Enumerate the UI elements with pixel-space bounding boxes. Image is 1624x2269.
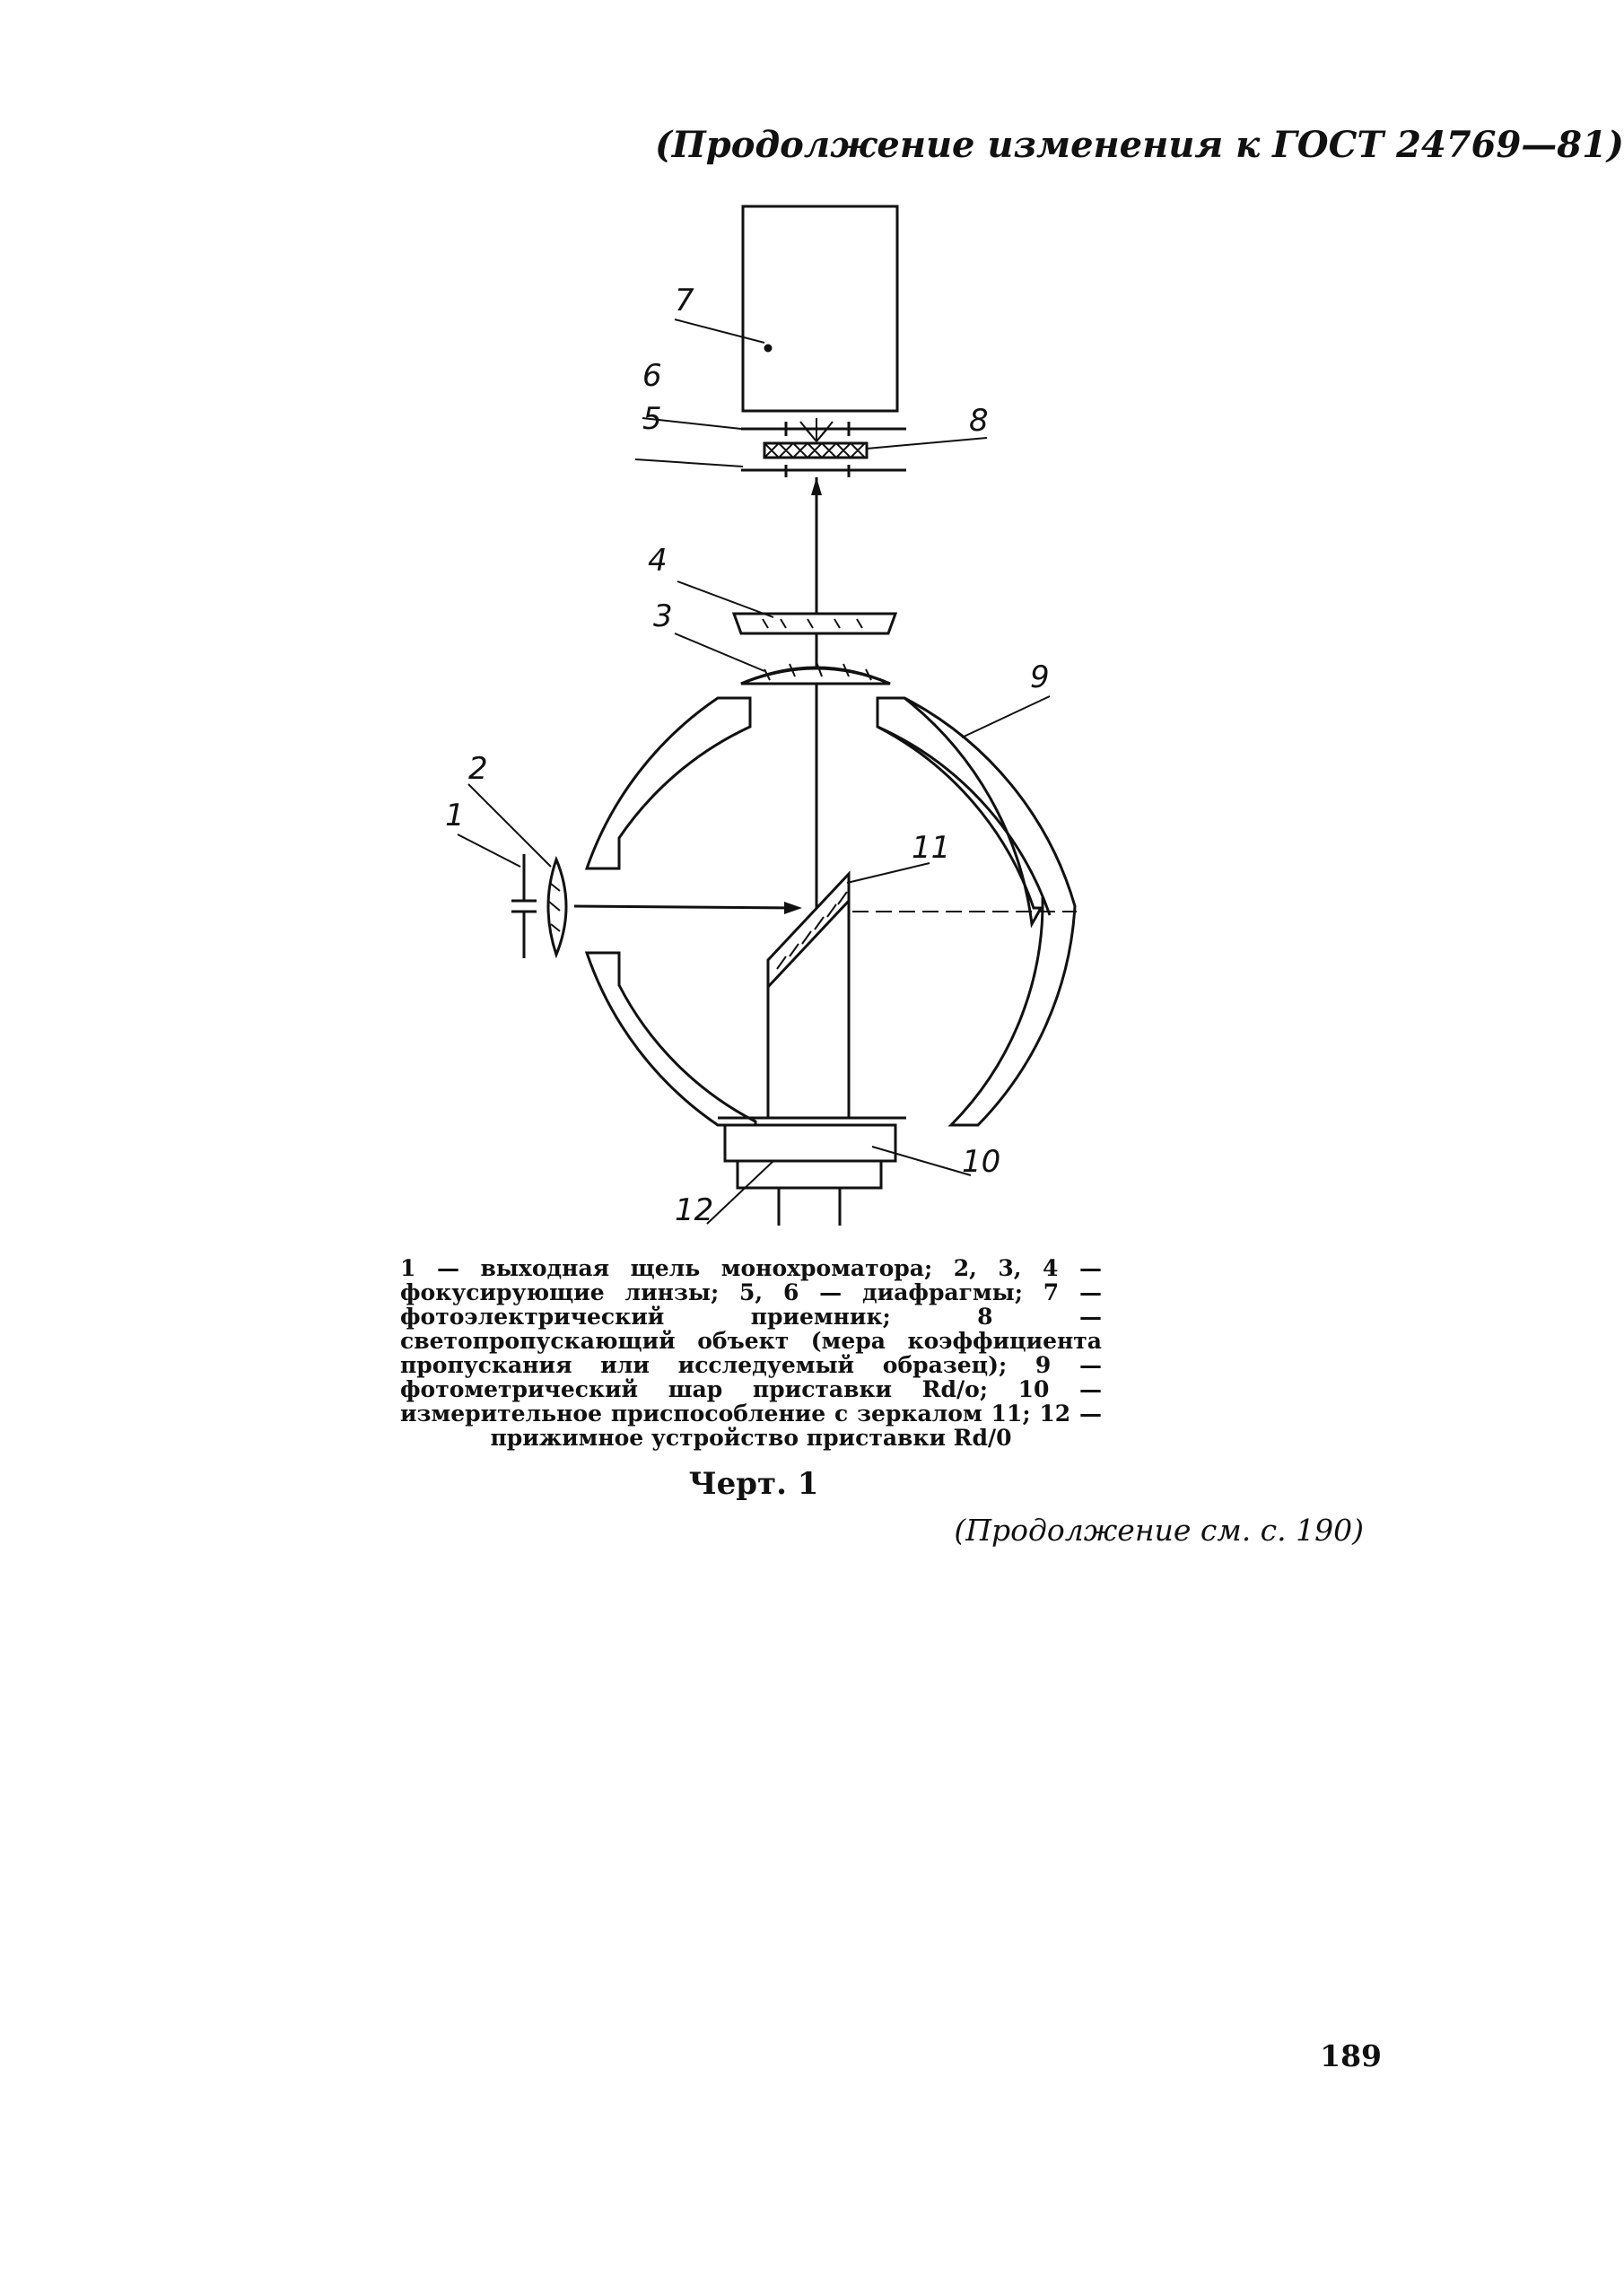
label-6: 6 (642, 358, 662, 394)
page-header: (Продолжение изменения к ГОСТ 24769—81) (655, 124, 1624, 166)
continued-note: (Продолжение см. с. 190) (954, 1513, 1364, 1548)
lens-2 (548, 860, 566, 955)
label-11: 11 (912, 830, 951, 866)
label-4: 4 (648, 543, 668, 579)
label-1: 1 (445, 798, 465, 833)
label-5: 5 (642, 401, 662, 437)
label-8: 8 (969, 403, 989, 439)
label-9: 9 (1030, 659, 1050, 695)
measuring-device-10 (725, 1125, 895, 1161)
figure-title: Черт. 1 (688, 1466, 819, 1502)
mirror-11 (768, 874, 849, 987)
label-10: 10 (962, 1144, 1001, 1180)
optical-axis-horizontal (574, 906, 797, 908)
figure-caption: 1 — выходная щель монохроматора; 2, 3, 4 — фокусирующие линзы; 5, 6 — диафрагмы; 7 — фотоэлектрический приемник; 8 — светопропускающий объект (мера коэффициента пропускания или исследуемый образец); 9 — фотометрический шар приставки Rd/o; 10 — измерительное приспособление с зеркалом 11; 12 — прижимное устройство приставки Rd/0 (400, 1255, 1102, 1451)
label-7: 7 (675, 283, 694, 319)
label-2: 2 (468, 751, 488, 787)
lens-4 (734, 614, 895, 633)
photoreceiver-7 (743, 206, 897, 411)
label-12: 12 (675, 1192, 714, 1228)
label-3: 3 (653, 598, 673, 634)
page-number: 189 (1320, 2038, 1382, 2073)
monochromator-slit-1 (511, 854, 537, 958)
